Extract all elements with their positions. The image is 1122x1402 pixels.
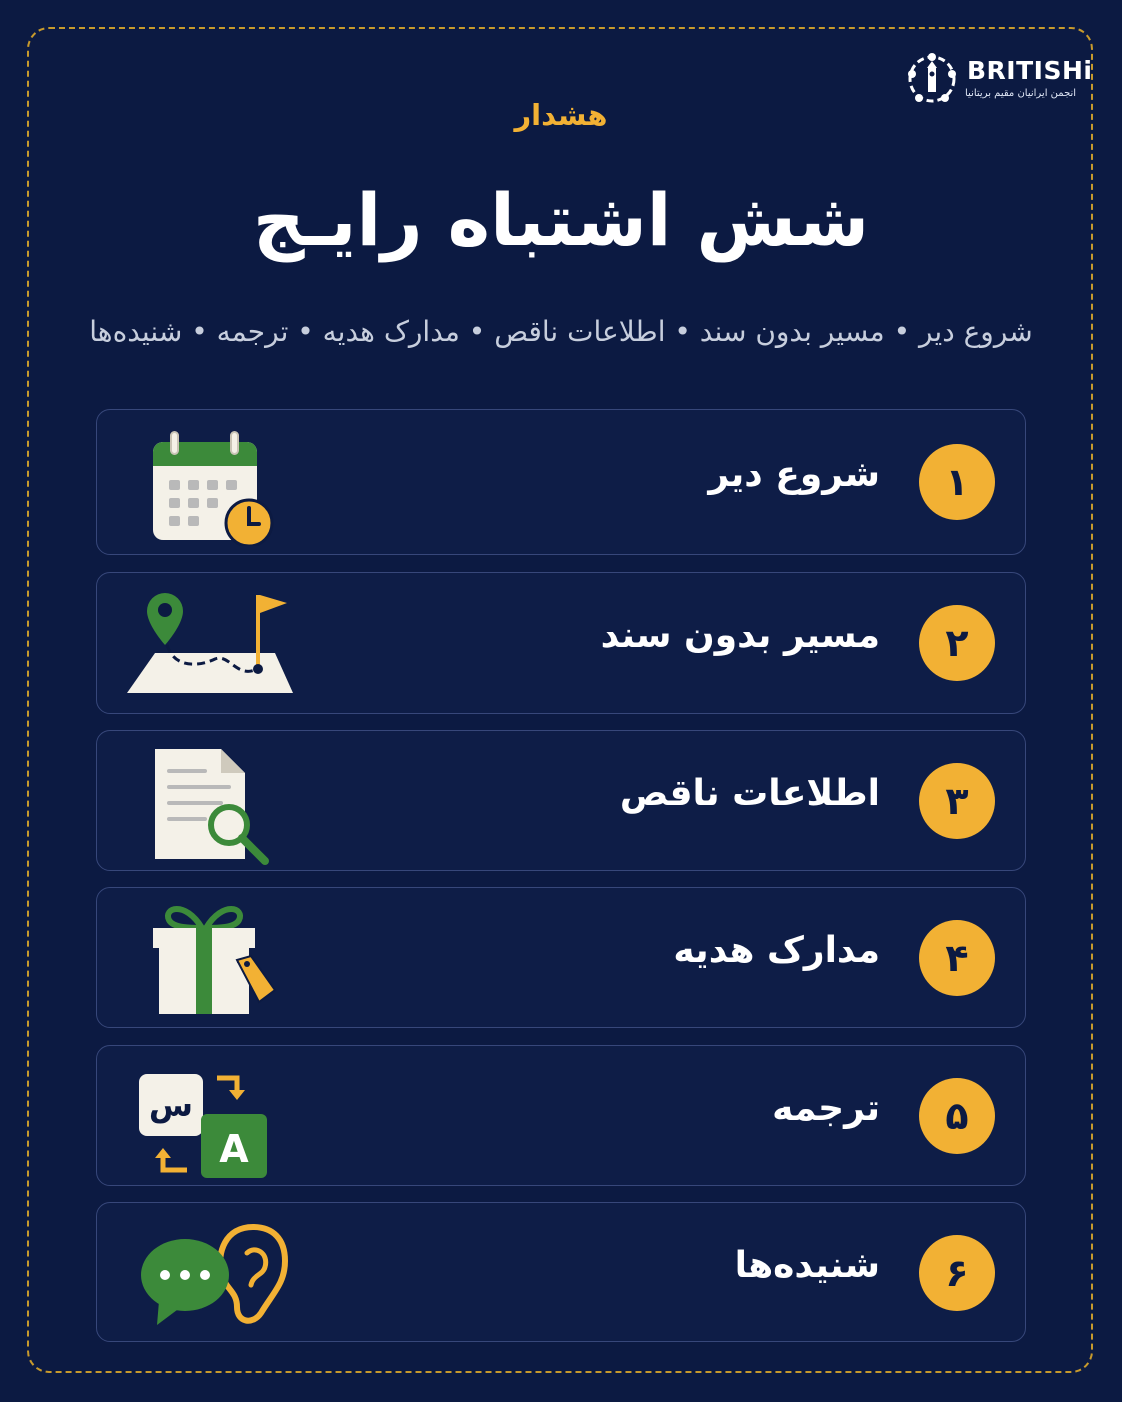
document-search-icon [125,741,300,867]
mistake-card-2 [96,572,1026,714]
mistake-card-4 [96,887,1026,1028]
gift-tag-icon [125,898,300,1024]
item-label: شروع دیر [708,454,880,495]
translate-target-glyph: A [219,1127,249,1171]
mistake-card-5 [96,1045,1026,1186]
brand-name: BRITISHi [967,56,1093,85]
warning-kicker: هشدار [514,98,608,132]
calendar-clock-icon [125,420,300,546]
item-number-badge: ۱ [919,444,995,520]
page-title: شش اشتباه رایـج [252,178,870,262]
translate-source-glyph: س [148,1086,194,1124]
item-label: مدارک هدیه [673,930,880,971]
mistake-card-1 [96,409,1026,555]
item-label: مسیر بدون سند [600,615,880,656]
item-number-badge: ۳ [919,763,995,839]
mistake-card-6 [96,1202,1026,1342]
item-number-badge: ۵ [919,1078,995,1154]
item-number-badge: ۶ [919,1235,995,1311]
translate-icon [125,1056,300,1182]
brand-tagline: انجمن ایرانیان مقیم بریتانیا [965,88,1077,99]
item-label: ترجمه [772,1088,880,1129]
speech-ear-icon [125,1213,300,1339]
item-number-badge: ۴ [919,920,995,996]
item-label: شنیده‌ها [734,1245,880,1286]
mistake-card-3 [96,730,1026,871]
map-route-icon [125,583,300,709]
item-number-badge: ۲ [919,605,995,681]
item-label: اطلاعات ناقص [619,773,880,814]
page-subtitle: شروع دیر • مسیر بدون سند • اطلاعات ناقص • مدارک هدیه • ترجمه • شنیده‌ها [89,315,1033,348]
